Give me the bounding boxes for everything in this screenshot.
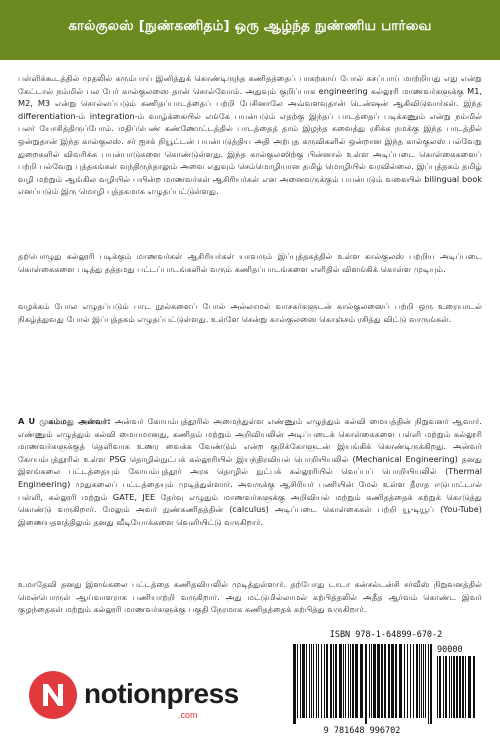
synopsis-paragraph-2: தற்பொழுது கல்லூரி படிக்கும் மாணவர்கள் ஆசிரியர்கள் யாவரும் இப்புத்தகத்தில் உள்ள கால்குலஸ் பற்றிய அடிப்படை கொள்கைகளை படித்து தத்தமது பட்டப்பாடங்களில் வரும் கணிதப்பாடங்களை எளிதில் விளங்கிக் கொள்ள முடியும். <box>18 251 482 274</box>
author-name-anwar: A U முகம்மது அன்வர்: <box>18 416 111 426</box>
barcode-addon-label: 90000 <box>437 645 463 655</box>
isbn-barcode <box>287 630 485 738</box>
barcode-number: 9 781648 996702 <box>323 726 401 736</box>
publisher-logo <box>28 670 239 726</box>
author-bio-umadevi: உமாதேவி தனது இளங்கலை பட்டத்தை கணிதவியலில் முடித்துள்ளார். தற்போது டாடா கன்சல்டன்சி சர்வீஸ் நிறுவனத்தில் மென்பொருள் ஆய்வாளராக பணியாற்றி வருகிறார். அது மட்டுமில்லாமல் கற்பித்தலில் அதீத ஆர்வம் கொண்ட இவர் குழந்தைகள் மற்றும் கல்லூரி மாணவர்களுக்கு பகுதி நேரமாக கணிதத்தைக் கற்பித்து வருகிறார். <box>18 579 482 615</box>
author-bio-anwar-text: அன்வர் கோயம்புத்தூரில் அமைந்துள்ள எண்ணும் எழுத்தும் கல்வி மையத்தின் நிறுவனர் ஆவார். எண்ணும் எழுத்தும் கல்வி மையமானது, கணிதம் மற்றும் அறிவியலின் அடிப்படைக் கொள்கைகளை பள்ளி மற்றும் கல்லூரி மாணவர்களுக்குத் தெளிவாக உணர வைக்க வேண்டும் என்ற குறிக்கோளுடன் இயங்கிக் கொண்டிருக்கிறது. அன்வர் கோயம்புத்தூரில் உள்ள PSG தொழில்நுட்பக் கல்லூரியில் இயந்திரவியல் பொறியியலில் (Mechanical Engineering) தனது இளங்கலை பட்டத்தையும் கோயம்புத்தூர் அரசு தொழில் நுட்பக் கல்லூரியில் வெப்பப் பொறியியலில் (Thermal Engineering) முதுகலைப் பட்டத்தையும் முடித்துள்ளார். அவருக்கு ஆசிரியர் பணியின் மேல் உள்ள தீராத ஈடுபாட்டால் பள்ளி, கல்லூரி மற்றும் GATE, JEE தேர்வு எழுதும் மாணவர்களுக்கு அறிவியல் மற்றும் கணிதத்தைக் கற்றுக் கொடுத்து கொண்டு வருகிறார். மேலும் அவர் நுண்கணிதத்தின் (calculus) அடிப்படை கொள்கைகள் பற்றி யூ-டியூப் (You-Tube) இணையதளத்திலும் தனது வீடியோக்களை வெளியிட்டு வருகிறார். <box>18 416 482 527</box>
isbn-label: ISBN 978-1-64899-670-2 <box>329 630 443 640</box>
synopsis-paragraph-3: வழக்கம் போல எழுதப்படும் பாட நூல்களைப் போல் அல்லாமல் வாசகர்களுடன் கால்குலஸைப் பற்றி ஒரு உரையாடல் நிகழ்த்துவது போல் இப்புத்தகம் எழுதப்பட்டுள்ளது. உள்ளே சென்று கால்குலஸை கொஞ்சம் ரசித்து விட்டு வாருங்கள். <box>18 301 482 324</box>
synopsis-paragraph-1: பள்ளிக்கூடத்தில் முதலில் கரும்பாய் இனித்துக் கொண்டிருந்த கணிதத்தைப் பாகற்காய் போல் கசப்பாய் மாற்றியது எது என்று கேட்டால் நம்மில் பல பேர் கால்குலஸை தான் சொல்வோம். அதுவும் குறிப்பாக engineering கல்லூரி மாணவர்களுக்கு M1, M2, M3 என்று சொல்லப்படும் கணிதப்பாடத்தைப் பற்றி பேசினாலே அவ்வளவுதான் டென்ஷன் ஆகிவிடுவார்கள். இந்த differentiation-ம் integration-ம் வாழ்க்கையில் எங்கே பயன்படும் எதற்கு இந்தப் பாடத்தைப் படிக்கணும் என்று நம்மில் பலர் யோசித்திருப்போம். மதிப்பெண் கண்ணோட்டத்தில் பாடத்தைத் தாம் இழந்த சுவைத்து ரசிக்க நமக்கு இந்த பாடத்தில் ஒன்றுதான் இந்த கால்குலஸ். சர் ஐசக் நியூட்டன் பயன்படுத்திய அதி அற்புத கருவிகளில் ஒன்றான இந்த கால்குலஸ் பல்வேறு துறைகளில் விவரிக்க பயன்பாடுகளை கொண்டுள்ளது. இந்த கால்குலஸிற்கு பின்னால் உள்ள அடிப்படை கொள்கைகளைப் பற்றி பல்வேறு புத்தகங்கள் வந்திருந்தாலும் அவை எதுவும் செம்மொழியான தமிழ் மொழியில் வரவில்லை. இப்புத்தகம் தமிழ் வழி மற்றும் ஆங்கில வழியில் பயின்ற மாணவர்கள் ஆசிரியர்கள் என அனைவருக்கும் பயன்படும் வகையில் bilingual book எனப்படும் இரு மொழி புத்தகமாக எழுதப்பட்டுள்ளது. <box>18 73 482 197</box>
title-banner <box>0 0 500 60</box>
book-title: கால்குலஸ் [நுண்கணிதம்] ஒரு ஆழ்ந்த நுண்ணிய பார்வை <box>68 18 432 34</box>
notionpress-logo-icon <box>28 670 78 720</box>
author-bio-anwar <box>18 415 482 528</box>
publisher-name: notionpress <box>84 678 239 709</box>
barcode-addon-bars <box>437 656 479 724</box>
barcode-bars <box>293 644 433 724</box>
publisher-suffix: .com <box>178 710 198 720</box>
